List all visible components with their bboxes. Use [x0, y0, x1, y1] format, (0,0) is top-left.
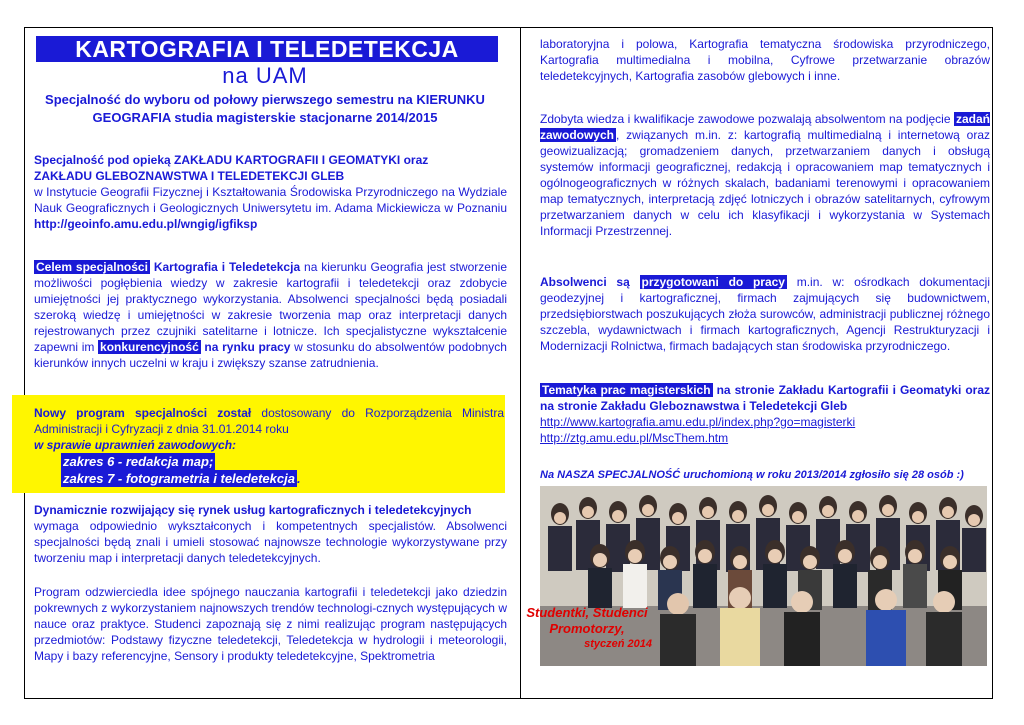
page-subtitle: na UAM [222, 63, 308, 88]
link-kartografia[interactable]: http://www.kartografia.amu.edu.pl/index.php?go=magisterki [540, 415, 856, 429]
grad-bold: Absolwenci są [540, 275, 630, 289]
enroll-caption: Na NASZA SPECJALNOŚĆ uruchomioną w roku 2013/2014 zgłosiło się 28 osób :) [540, 469, 964, 481]
topics-section [540, 382, 990, 446]
intro-section [34, 152, 507, 232]
program-section [34, 405, 504, 487]
photo-caption [520, 605, 654, 651]
grad-text: m.in. w: ośrodkach dokumentacji geodezyjnej i kartograficznej, firmach zajmujących się budownictwem, przedsiębiorstwach poszukujących złoża surowców, administracji publicznej różnego szczebla, wydawnictwach i firmach kartograficznych, Agencji Restrukturyzacji i Modernizacji Rolnictwa, firmach badających stan środowiska przyrodniczego. [540, 275, 990, 353]
skills-text-1: Zdobyta wiedza i kwalifikacje zawodowe pozwalają absolwentom na podjęcie [540, 112, 951, 126]
goal-name: Kartografia i Teledetekcja [153, 260, 301, 274]
market-text: wymaga odpowiednio wykształconych i kompetentnych specjalistów. Absolwenci specjalności będą znali i umieli stosować najnowsze technologie wykorzystywane przy tworzeniu map i interpretacji danych teledetekcyjnych. [34, 519, 507, 565]
headline-line-1: Specjalność do wyboru od połowy pierwszego semestru na KIERUNKU [45, 92, 485, 107]
subjects-cont [540, 36, 990, 84]
program-rights: w sprawie uprawnień zawodowych: [34, 438, 237, 452]
program-text: dostosowany do Rozporządzenia Ministra Administracji i Cyfryzacji z dnia 31.01.2014 roku [34, 406, 504, 436]
intro-text: w Instytucie Geografii Fizycznej i Kształtowania Środowiska Przyrodniczego na Wydziale Nauk Geograficznych i Geologicznych Uniwersytetu im. Adama Mickiewicza w Poznaniu [34, 185, 507, 215]
intro-bold-2: ZAKŁADU GLEBOZNAWSTWA I TELEDETEKCJI GLEB [34, 169, 345, 183]
goal-bold-after: na rynku pracy [204, 340, 291, 354]
goal-section [34, 259, 507, 371]
intro-bold-1: Specjalność pod opieką ZAKŁADU KARTOGRAFII I GEOMATYKI oraz [34, 153, 429, 167]
topics-highlight: Tematyka prac magisterskich [542, 383, 711, 397]
headline [34, 91, 496, 127]
goal-highlight: konkurencyjność [100, 340, 199, 354]
skills-section [540, 111, 990, 239]
range-6: zakres 6 - redakcja map; [63, 454, 214, 469]
range-7: zakres 7 - fotogrametria i teledetekcja . [63, 471, 301, 486]
photo-caption-3: styczeń 2014 [584, 638, 652, 650]
skills-highlight: zadań zawodowych [540, 112, 991, 142]
program-bold: Nowy program specjalności został [34, 406, 252, 420]
skills-text-2: , związanych m.in. z: kartografią multimedialną i internetową oraz geowizualizacją; gromadzeniem danych, przetwarzaniem danych i obsługą systemów informacji geograficznej, redakcją i opracowaniem map tematycznych i ogólnogeograficznych w różnych skalach, badaniami terenowymi i opracowaniem map tematycznych, interpretacją zdjęć lotniczych i obrazów satelitarnych, cyfrowym przetwarzaniem danych w celu ich klasyfikacji i wykorzystania w Systemach Informacji Przestrzennej. [540, 128, 990, 238]
column-divider [520, 27, 521, 699]
topics-bold: na stronie Zakładu Kartografii i Geomatyki oraz na stronie Zakładu Gleboznawstwa i Teledetekcji Gleb [540, 383, 990, 413]
photo-caption-2: Promotorzy, [549, 621, 625, 636]
goal-label: Celem specjalności [36, 260, 148, 274]
page-title: KARTOGRAFIA I TELEDETEKCJA [36, 36, 498, 62]
market-bold: Dynamicznie rozwijający się rynek usług kartograficznych i teledetekcyjnych [34, 503, 472, 517]
grad-highlight: przygotowani do pracy [641, 275, 785, 289]
graduates-section [540, 274, 990, 354]
curriculum-section [34, 584, 507, 664]
left-column [34, 36, 507, 127]
headline-line-2: GEOGRAFIA studia magisterskie stacjonarne 2014/2015 [92, 110, 438, 125]
intro-url[interactable]: http://geoinfo.amu.edu.pl/wngig/igfiksp [34, 217, 258, 231]
link-ztg[interactable]: http://ztg.amu.edu.pl/MscThem.htm [540, 431, 729, 445]
subjects-text: laboratoryjna i polowa, Kartografia tematyczna środowiska przyrodniczego, Kartografia multimedialna i mobilna, Cyfrowe przetwarzanie obrazów teledetekcyjnych, Kartografia zasobów glebowych i inne. [540, 37, 990, 83]
curriculum-text: Program odzwierciedla idee spójnego nauczania kartografii i teledetekcji jako dziedzin pokrewnych z wykorzystaniem najnowszych trendów technologi-cznych występujących w nauce oraz praktyce. Studenci zapoznają się z nimi realizując program następujących przedmiotów: Podstawy fizyczne teledetekcji, Teledetekcja w hydrologii i meteorologii, Mapy i bazy referencyjne, Sensory i produkty teledetekcyjne, Spektrometria [34, 585, 507, 663]
goal-text-2: w stosunku do absolwentów podobnych kierunków innych uczelni w kraju i zwiększy szanse zatrudnienia. [34, 340, 507, 370]
market-section [34, 502, 507, 566]
goal-text-1: na kierunku Geografia jest stworzenie możliwości pogłębienia wiedzy w zakresie kartografii i teledetekcji oraz zdobycie umiejętności jej praktycznego wykorzystania. Absolwenci specjalności będą posiadali szeroką wiedzę i umiejętności w zakresie tworzenia map oraz interpretacji danych rejestrowanych przez czujniki satelitarne i lotnicze. Ich specjalistyczne wykształcenie zapewni im [34, 260, 507, 354]
photo-caption-1: Studentki, Studenci [526, 605, 648, 620]
